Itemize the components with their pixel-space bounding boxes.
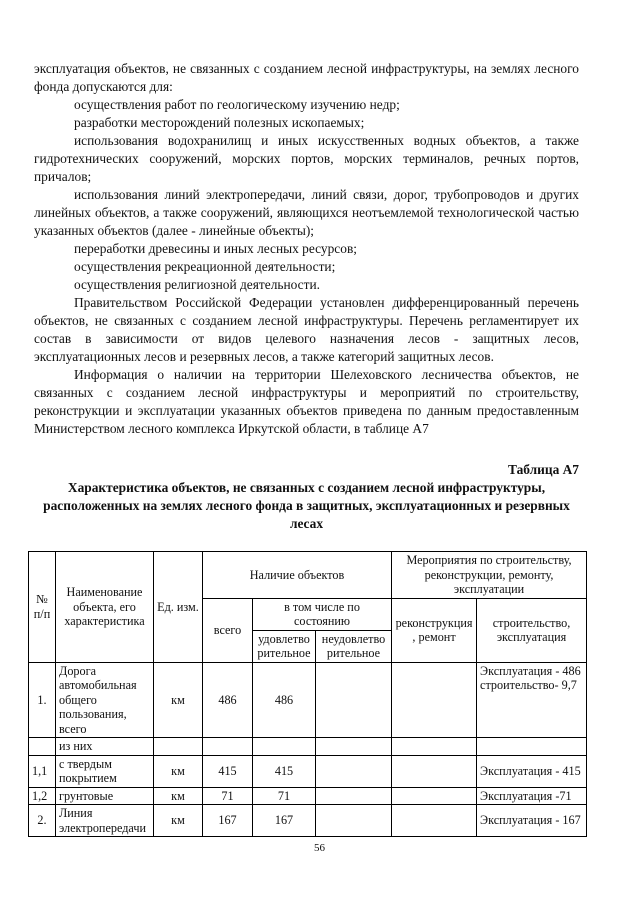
cell-satisfactory: 486 xyxy=(253,662,316,738)
cell-unit xyxy=(154,738,203,756)
cell-construction: Эксплуатация - 167 xyxy=(477,805,587,837)
cell-satisfactory xyxy=(253,738,316,756)
cell-total: 486 xyxy=(203,662,253,738)
cell-reconstruction xyxy=(392,755,477,787)
cell-reconstruction xyxy=(392,787,477,805)
cell-construction xyxy=(477,738,587,756)
page-number: 56 xyxy=(314,842,325,854)
table-row xyxy=(29,787,587,805)
cell-satisfactory: 415 xyxy=(253,755,316,787)
header-reconstruction: реконструкция , ремонт xyxy=(392,598,477,662)
cell-unit: км xyxy=(154,787,203,805)
cell-num: 1,2 xyxy=(29,787,56,805)
header-total: всего xyxy=(203,598,253,662)
paragraph: Информация о наличии на территории Шелеховского лесничества объектов, не связанных с созданием лесной инфраструктуры и мероприятий по строительству, реконструкции и эксплуатации указанных объектов приведена по данным предоставленным Министерством лесного комплекса Иркутской области, в таблице А7 xyxy=(34,367,579,436)
paragraph: переработки древесины и иных лесных ресурсов; xyxy=(74,241,357,256)
cell-unit: км xyxy=(154,805,203,837)
header-incl-condition: в том числе по состоянию xyxy=(253,598,392,630)
cell-unsatisfactory xyxy=(316,662,392,738)
table-title: Характеристика объектов, не связанных с созданием лесной инфраструктуры, расположенных на землях лесного фонда в защитных, эксплуатационных и резервных лесах xyxy=(43,480,570,531)
paragraph: Правительством Российской Федерации установлен дифференцированный перечень объектов, не связанных с созданием лесной инфраструктуры. Перечень регламентирует их состав в зависимости от видов целевого назначения лесов - защитных лесов, эксплуатационных лесов и резервных лесов, а также категорий защитных лесов. xyxy=(34,295,579,364)
table-row xyxy=(29,805,587,837)
cell-total: 167 xyxy=(203,805,253,837)
table-caption: Таблица А7 xyxy=(507,462,579,477)
cell-name: Дорога автомобильная общего пользования, всего xyxy=(56,662,154,738)
paragraph: эксплуатация объектов, не связанных с созданием лесной инфраструктуры, на землях лесного фонда допускаются для: xyxy=(34,61,579,94)
paragraph: осуществления религиозной деятельности. xyxy=(74,277,320,292)
header-presence: Наличие объектов xyxy=(203,552,392,599)
intro-text xyxy=(34,60,579,438)
paragraph: использования линий электропередачи, линий связи, дорог, трубопроводов и других линейных объектов, а также сооружений, являющихся неотъемлемой технологической частью указанных объектов (далее - линейные объекты); xyxy=(34,187,579,238)
paragraph: осуществления работ по геологическому изучению недр; xyxy=(74,97,400,112)
header-construction: строительство, эксплуатация xyxy=(477,598,587,662)
cell-satisfactory: 71 xyxy=(253,787,316,805)
header-num: № п/п xyxy=(29,552,56,663)
cell-construction: Эксплуатация - 415 xyxy=(477,755,587,787)
header-unsatisfactory: неудовлетво рительное xyxy=(316,630,392,662)
cell-satisfactory: 167 xyxy=(253,805,316,837)
document-page xyxy=(34,60,579,837)
cell-name: с твердым покрытием xyxy=(56,755,154,787)
paragraph: использования водохранилищ и иных искусственных водных объектов, а также гидротехнических сооружений, морских портов, морских терминалов, речных портов, причалов; xyxy=(34,133,579,184)
cell-construction: Эксплуатация -71 xyxy=(477,787,587,805)
cell-name: грунтовые xyxy=(56,787,154,805)
cell-total: 415 xyxy=(203,755,253,787)
cell-construction: Эксплуатация - 486 строительство- 9,7 xyxy=(477,662,587,738)
cell-unsatisfactory xyxy=(316,738,392,756)
cell-num xyxy=(29,738,56,756)
cell-total: 71 xyxy=(203,787,253,805)
cell-reconstruction xyxy=(392,805,477,837)
header-satisfactory: удовлетво рительное xyxy=(253,630,316,662)
cell-reconstruction xyxy=(392,662,477,738)
cell-name: Линия электропередачи xyxy=(56,805,154,837)
paragraph: осуществления рекреационной деятельности; xyxy=(74,259,336,274)
header-name: Наименование объекта, его характеристика xyxy=(56,552,154,663)
cell-name: из них xyxy=(56,738,154,756)
cell-unsatisfactory xyxy=(316,755,392,787)
cell-unsatisfactory xyxy=(316,787,392,805)
cell-num: 1. xyxy=(29,662,56,738)
cell-unit: км xyxy=(154,755,203,787)
table-row xyxy=(29,738,587,756)
header-measures: Мероприятия по строительству, реконструкции, ремонту, эксплуатации xyxy=(392,552,587,599)
cell-total xyxy=(203,738,253,756)
table-row xyxy=(29,755,587,787)
cell-num: 1,1 xyxy=(29,755,56,787)
paragraph: разработки месторождений полезных ископаемых; xyxy=(74,115,365,130)
cell-num: 2. xyxy=(29,805,56,837)
cell-unit: км xyxy=(154,662,203,738)
header-unit: Ед. изм. xyxy=(154,552,203,663)
objects-table xyxy=(28,551,587,837)
cell-reconstruction xyxy=(392,738,477,756)
cell-unsatisfactory xyxy=(316,805,392,837)
table-row xyxy=(29,662,587,738)
